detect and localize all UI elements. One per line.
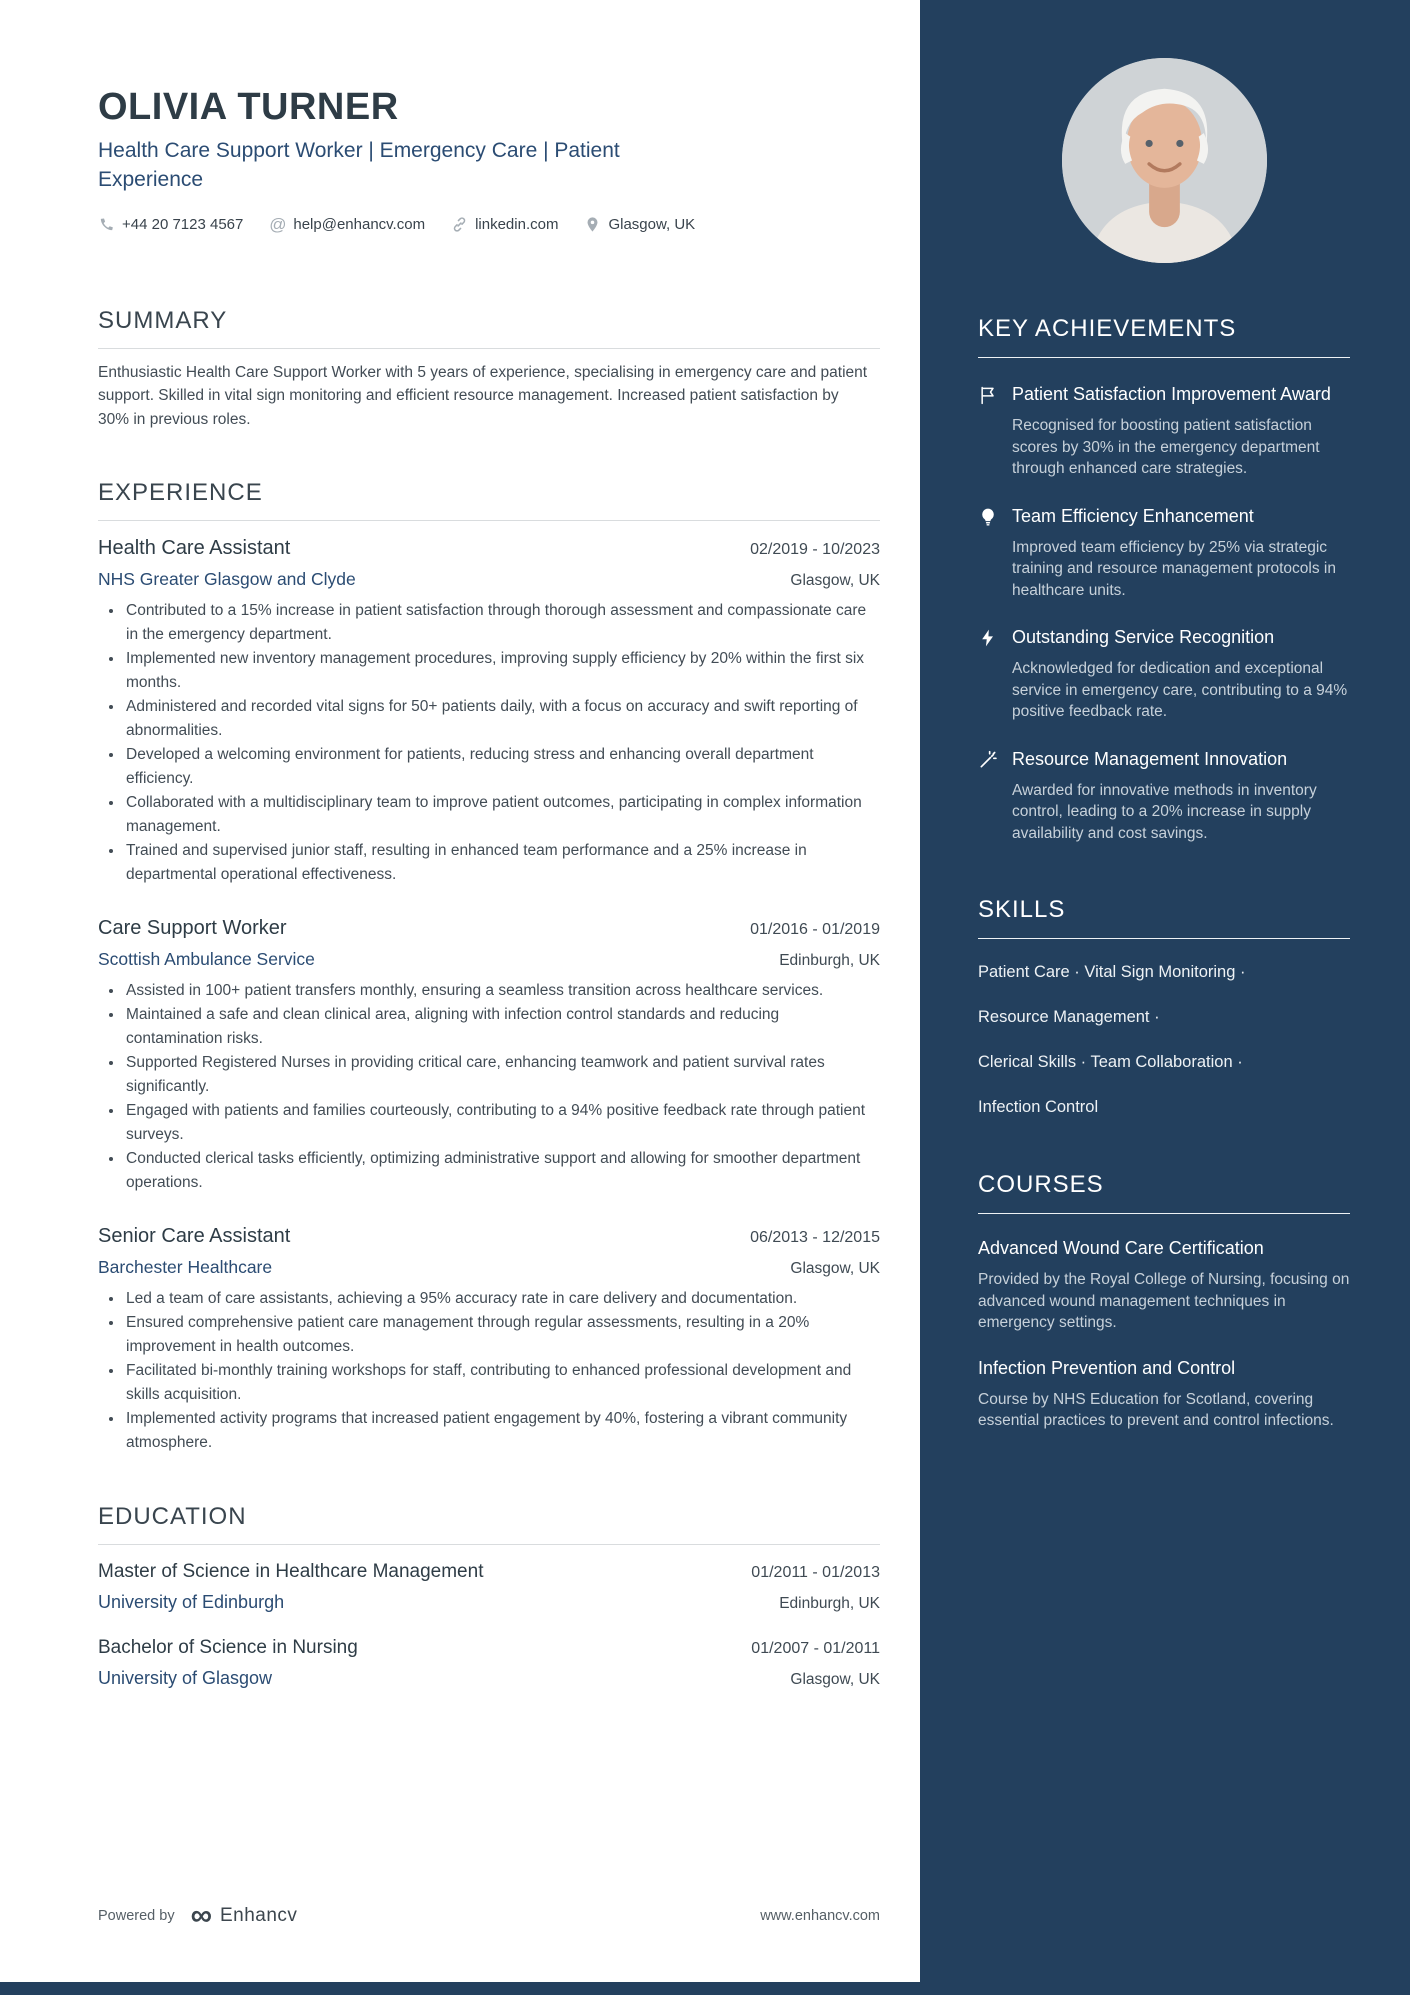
job-bullet: • Facilitated bi-monthly training workshops for staff, contributing to enhanced professional development and skills acquisition.	[124, 1359, 868, 1407]
job-title: Care Support Worker	[98, 917, 287, 940]
job-bullet: • Supported Registered Nurses in providing critical care, enhancing teamwork and patient survival rates significantly.	[124, 1051, 868, 1099]
at-icon: @	[269, 214, 287, 234]
summary-heading: SUMMARY	[98, 307, 880, 349]
job-bullet: • Assisted in 100+ patient transfers monthly, ensuring a seamless transition across healthcare services.	[124, 979, 868, 1003]
summary-text: Enthusiastic Health Care Support Worker with 5 years of experience, specialising in emergency care and patient support. Skilled in vital sign monitoring and efficient resource management. Increased patient satisfaction by 30% in previous roles.	[98, 363, 868, 428]
skills-section	[978, 896, 1350, 1119]
achievement-item	[978, 747, 1350, 845]
contact-phone: +44 20 7123 4567	[98, 216, 243, 233]
job-dates: 06/2013 - 12/2015	[750, 1229, 880, 1247]
job-bullet: • Engaged with patients and families courteously, contributing to a 94% positive feedback rate through patient surveys.	[124, 1099, 868, 1147]
courses-section	[978, 1171, 1350, 1432]
experience-heading: EXPERIENCE	[98, 479, 880, 521]
page-bottom-band	[0, 1982, 1410, 1995]
avatar	[1062, 58, 1267, 263]
job-location: Glasgow, UK	[790, 1260, 880, 1278]
wand-icon	[978, 747, 998, 845]
job-bullet: • Ensured comprehensive patient care management through regular assessments, resulting in a 20% improvement in health outcomes.	[124, 1311, 868, 1359]
degree-location: Glasgow, UK	[790, 1671, 880, 1689]
enhancv-brand-name: Enhancv	[219, 1905, 298, 1926]
job-headline: Health Care Support Worker | Emergency Care | Patient Experience	[98, 138, 620, 191]
job-title: Health Care Assistant	[98, 537, 291, 560]
job-title: Senior Care Assistant	[98, 1225, 291, 1248]
skill-line: Infection Control	[978, 1098, 1099, 1116]
job-bullet: • Implemented new inventory management procedures, improving supply efficiency by 20% within the first six months.	[124, 647, 868, 695]
job-bullet: • Collaborated with a multidisciplinary team to improve patient outcomes, participating in complex information management.	[124, 791, 868, 839]
degree-dates: 01/2007 - 01/2011	[751, 1640, 880, 1658]
degree-school: University of Glasgow	[98, 1668, 273, 1689]
course-text: Provided by the Royal College of Nursing, focusing on advanced wound management techniques in emergency settings.	[978, 1271, 1350, 1331]
key-achievements-heading: KEY ACHIEVEMENTS	[978, 315, 1350, 358]
lightbulb-icon	[978, 504, 998, 602]
footer	[98, 1901, 880, 1931]
degree-school: University of Edinburgh	[98, 1592, 285, 1613]
achievement-text: Recognised for boosting patient satisfaction scores by 30% in the emergency department through enhanced care strategies.	[1012, 417, 1320, 477]
education-heading: EDUCATION	[98, 1503, 880, 1545]
job-bullet-list	[98, 599, 880, 887]
job-dates: 02/2019 - 10/2023	[750, 541, 880, 559]
education-section	[98, 1503, 880, 1689]
job-entry	[98, 1225, 880, 1455]
courses-heading: COURSES	[978, 1171, 1350, 1214]
job-company: NHS Greater Glasgow and Clyde	[98, 569, 356, 590]
degree-title: Master of Science in Healthcare Management	[98, 1561, 484, 1583]
link-icon	[451, 216, 468, 233]
enhancv-site-link[interactable]: www.enhancv.com	[760, 1908, 880, 1924]
contact-email[interactable]: @ help@enhancv.com	[269, 214, 426, 234]
job-entry	[98, 917, 880, 1195]
enhancv-brand	[191, 1901, 298, 1931]
job-dates: 01/2016 - 01/2019	[750, 921, 880, 939]
contact-website[interactable]: linkedin.com	[451, 216, 558, 233]
key-achievements-section	[978, 315, 1350, 844]
skill-line: Clerical Skills · Team Collaboration ·	[978, 1053, 1243, 1071]
course-item	[978, 1356, 1350, 1432]
course-title: Infection Prevention and Control	[978, 1357, 1236, 1378]
job-bullet-list	[98, 979, 880, 1195]
achievement-text: Awarded for innovative methods in inventory control, leading to a 20% increase in supply availability and cost savings.	[1012, 781, 1317, 842]
powered-by-label: Powered by	[98, 1908, 175, 1924]
degree-entry	[98, 1637, 880, 1689]
job-entry	[98, 537, 880, 887]
page-title: OLIVIA TURNER	[98, 86, 399, 128]
achievement-item	[978, 382, 1350, 480]
achievement-title: Resource Management Innovation	[1012, 748, 1288, 769]
course-text: Course by NHS Education for Scotland, covering essential practices to prevent and control infections.	[978, 1390, 1334, 1429]
summary-section	[98, 307, 880, 432]
experience-section	[98, 479, 880, 1455]
sidebar	[920, 0, 1410, 1995]
achievement-title: Outstanding Service Recognition	[1012, 627, 1275, 647]
achievement-title: Patient Satisfaction Improvement Award	[1012, 384, 1331, 404]
job-bullet: • Developed a welcoming environment for patients, reducing stress and enhancing overall department efficiency.	[124, 743, 868, 791]
skill-line: Resource Management ·	[978, 1008, 1160, 1026]
achievement-item	[978, 504, 1350, 602]
job-bullet: • Conducted clerical tasks efficiently, optimizing administrative support and allowing for smoother department operations.	[124, 1147, 868, 1195]
achievement-title: Team Efficiency Enhancement	[1012, 505, 1254, 526]
contact-row	[98, 216, 880, 233]
flag-icon	[978, 382, 998, 480]
achievement-item	[978, 625, 1350, 723]
phone-icon	[98, 216, 115, 233]
enhancv-logo-icon: ∞	[190, 1899, 212, 1932]
skill-line: Patient Care · Vital Sign Monitoring ·	[978, 963, 1246, 981]
job-bullet: • Led a team of care assistants, achieving a 95% accuracy rate in care delivery and documentation.	[124, 1287, 868, 1311]
job-location: Edinburgh, UK	[779, 952, 880, 970]
achievement-text: Improved team efficiency by 25% via strategic training and resource management protocols in healthcare units.	[1012, 538, 1336, 599]
location-pin-icon	[584, 216, 601, 233]
lightning-icon	[978, 625, 998, 723]
achievement-text: Acknowledged for dedication and exceptional service in emergency care, contributing to a 94% positive feedback rate.	[1012, 660, 1348, 720]
job-location: Glasgow, UK	[790, 572, 880, 590]
job-bullet: • Implemented activity programs that increased patient engagement by 40%, fostering a vibrant community atmosphere.	[124, 1407, 868, 1455]
degree-dates: 01/2011 - 01/2013	[751, 1564, 880, 1582]
degree-entry	[98, 1561, 880, 1613]
job-bullet: • Administered and recorded vital signs for 50+ patients daily, with a focus on accuracy and swift reporting of abnormalities.	[124, 695, 868, 743]
contact-location: Glasgow, UK	[584, 216, 695, 233]
job-bullet: • Trained and supervised junior staff, resulting in enhanced team performance and a 25% increase in departmental operational effectiveness.	[124, 839, 868, 887]
job-bullet: • Maintained a safe and clean clinical area, aligning with infection control standards and reducing contamination risks.	[124, 1003, 868, 1051]
job-bullet: • Contributed to a 15% increase in patient satisfaction through thorough assessment and compassionate care in the emergency department.	[124, 599, 868, 647]
job-bullet-list	[98, 1287, 880, 1455]
course-title: Advanced Wound Care Certification	[978, 1238, 1264, 1258]
degree-location: Edinburgh, UK	[779, 1595, 880, 1613]
job-company: Barchester Healthcare	[98, 1257, 273, 1278]
degree-title: Bachelor of Science in Nursing	[98, 1637, 358, 1659]
skills-heading: SKILLS	[978, 896, 1350, 939]
course-item	[978, 1236, 1350, 1334]
job-company: Scottish Ambulance Service	[98, 949, 315, 970]
